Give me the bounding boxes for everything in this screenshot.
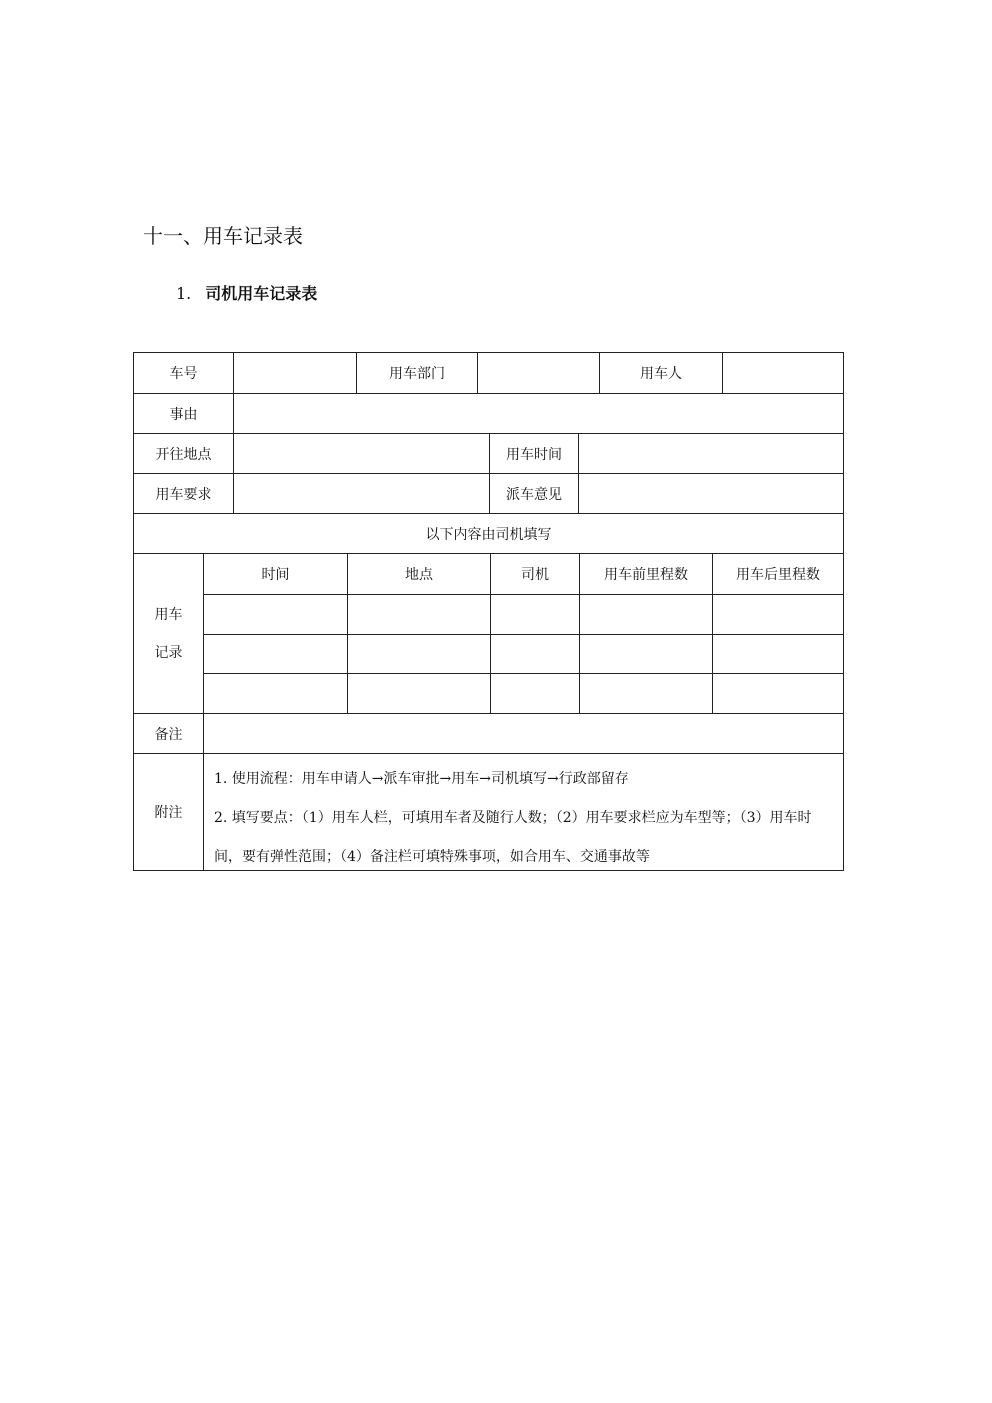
record-mileage-after-field[interactable] (712, 674, 843, 713)
dispatch-opinion-field[interactable] (578, 474, 843, 513)
record-time-field[interactable] (204, 635, 347, 674)
form-row-destination (134, 433, 843, 473)
notes-line-guidelines: 2. 填写要点：（1）用车人栏，可填用车者及随行人数；（2）用车要求栏应为车型等；（3）用车时间，要有弹性范围；（4）备注栏可填特殊事项，如合用车、交通事故等 (214, 810, 812, 865)
department-label: 用车部门 (356, 353, 477, 393)
car-number-label: 车号 (169, 366, 198, 382)
table-row (204, 594, 843, 634)
dispatch-opinion-label: 派车意见 (489, 474, 578, 513)
record-time-field[interactable] (204, 674, 347, 713)
column-header-time: 时间 (261, 566, 290, 583)
reason-field[interactable] (233, 394, 843, 433)
remarks-label: 备注 (154, 726, 183, 743)
remarks-field[interactable] (203, 714, 843, 753)
notes-line-process: 1. 使用流程：用车申请人→派车审批→用车→司机填写→行政部留存 (214, 771, 629, 787)
usage-records-label (134, 554, 203, 713)
record-mileage-before-field[interactable] (579, 595, 712, 634)
column-header-mileage-after: 用车后里程数 (712, 554, 843, 594)
record-location-field[interactable] (347, 595, 490, 634)
page-title: 十一、用车记录表 (143, 224, 303, 248)
requirement-label: 用车要求 (155, 486, 212, 503)
user-label: 用车人 (599, 353, 722, 393)
table-row (204, 634, 843, 674)
reason-label: 事由 (169, 406, 198, 423)
form-row-driver-banner (134, 513, 843, 553)
record-mileage-after-field[interactable] (712, 635, 843, 674)
driver-section-banner: 以下内容由司机填写 (425, 526, 552, 543)
requirement-field[interactable] (233, 474, 489, 513)
column-header-location: 地点 (347, 554, 490, 594)
form-row-remarks (134, 713, 843, 753)
destination-label: 开往地点 (155, 446, 212, 463)
records-header-row (204, 554, 843, 594)
table-row (204, 673, 843, 713)
column-header-driver: 司机 (490, 554, 579, 594)
section-subtitle (176, 282, 317, 306)
form-notes (134, 753, 843, 870)
record-mileage-after-field[interactable] (712, 595, 843, 634)
record-mileage-before-field[interactable] (579, 674, 712, 713)
record-mileage-before-field[interactable] (579, 635, 712, 674)
record-driver-field[interactable] (490, 635, 579, 674)
notes-label: 附注 (154, 805, 183, 821)
form-row-vehicle (134, 353, 843, 393)
destination-field[interactable] (233, 434, 489, 473)
record-time-field[interactable] (204, 595, 347, 634)
usage-time-field[interactable] (578, 434, 843, 473)
notes-body (203, 754, 843, 870)
usage-records-label-line1: 用车 (154, 606, 183, 623)
car-number-field[interactable] (233, 353, 356, 393)
section-number: 1. (176, 284, 192, 303)
record-location-field[interactable] (347, 635, 490, 674)
vehicle-usage-form (133, 352, 844, 871)
column-header-mileage-before: 用车前里程数 (579, 554, 712, 594)
department-field[interactable] (477, 353, 599, 393)
usage-records-label-line2: 记录 (154, 644, 183, 661)
usage-records-section (134, 553, 843, 713)
record-driver-field[interactable] (490, 595, 579, 634)
section-subtitle-text: 司机用车记录表 (205, 284, 318, 303)
usage-records-grid (203, 554, 843, 713)
form-row-requirement (134, 473, 843, 513)
form-row-reason (134, 393, 843, 433)
record-location-field[interactable] (347, 674, 490, 713)
record-driver-field[interactable] (490, 674, 579, 713)
usage-time-label: 用车时间 (489, 434, 578, 473)
user-field[interactable] (722, 353, 843, 393)
